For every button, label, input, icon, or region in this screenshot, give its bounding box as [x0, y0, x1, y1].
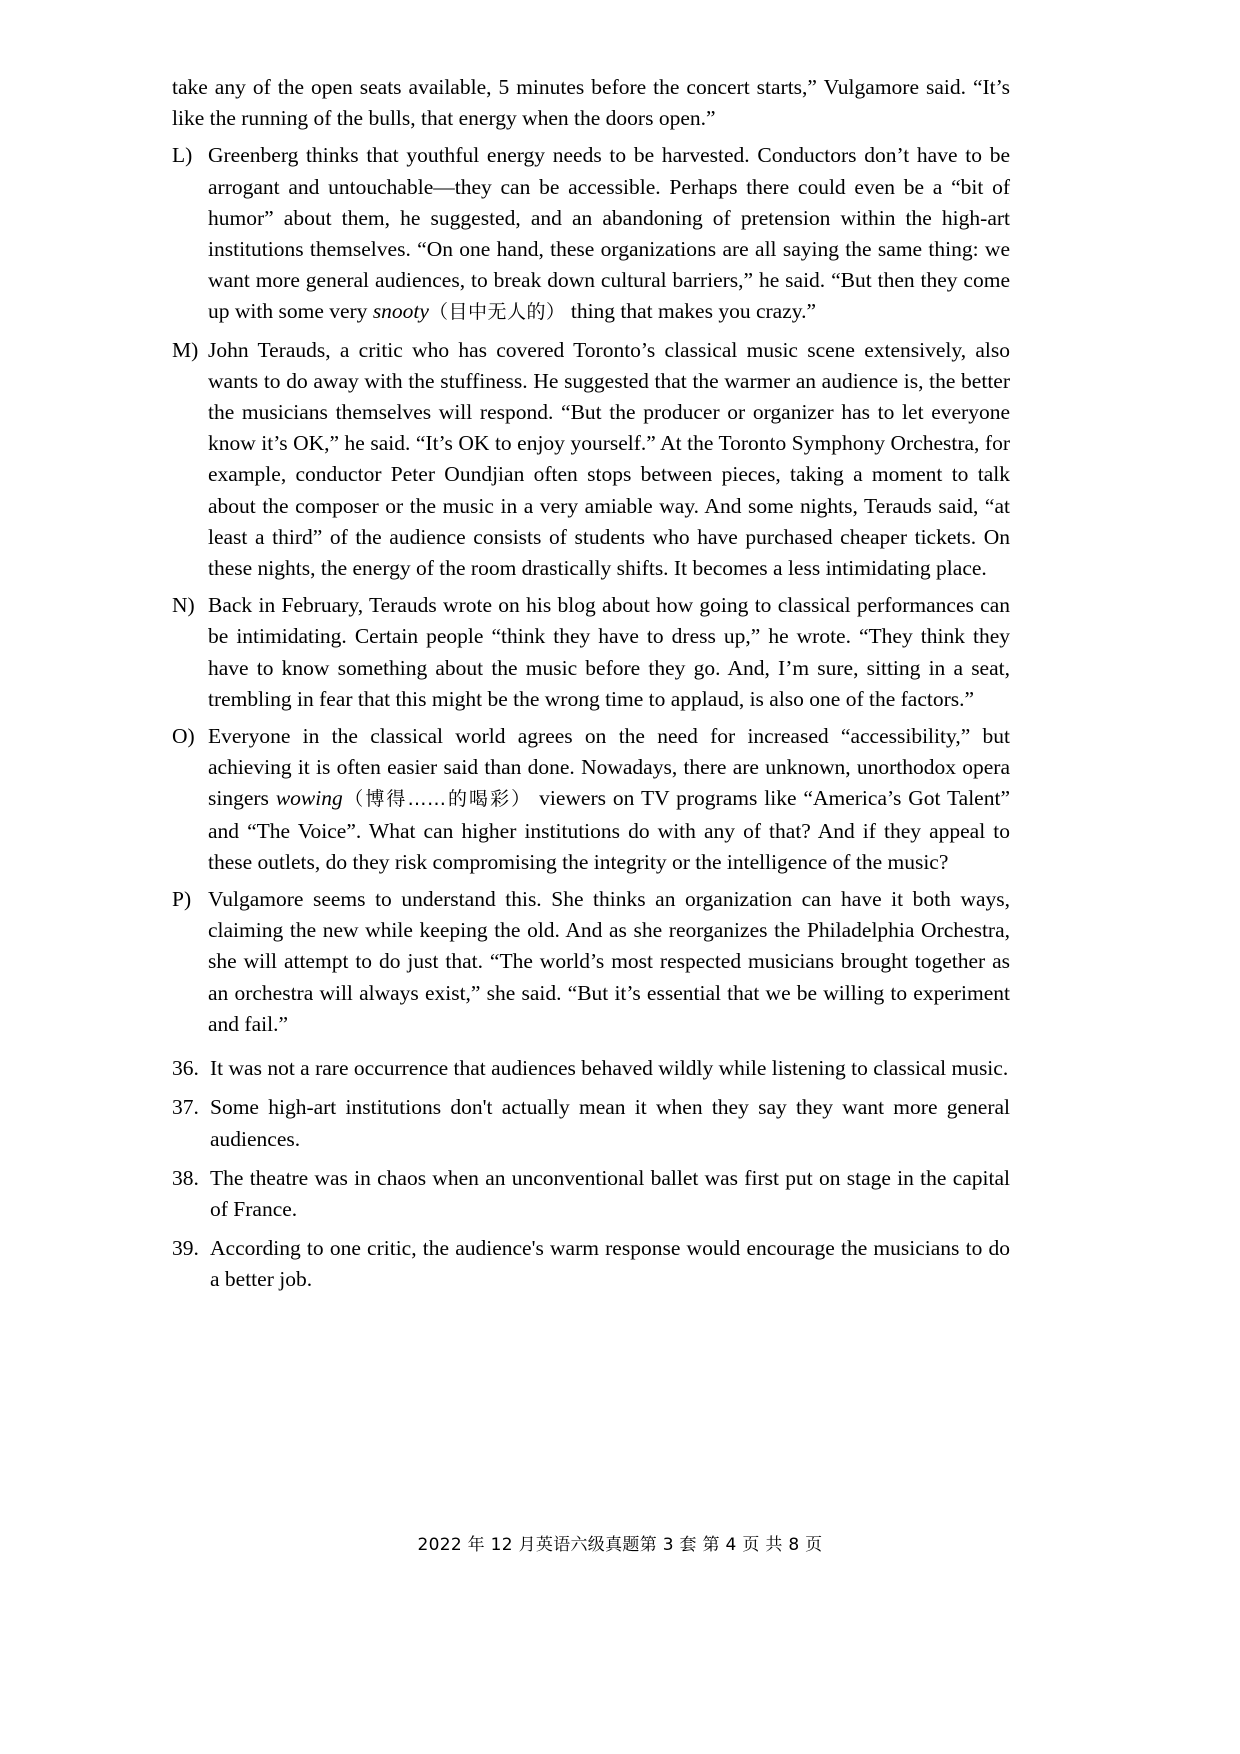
page-footer: 2022 年 12 月英语六级真题第 3 套 第 4 页 共 8 页: [417, 1535, 823, 1555]
paragraph-O-text: [208, 721, 1010, 878]
question-39-number: 39.: [172, 1236, 199, 1261]
paragraph-L-gloss-english: snooty: [372, 299, 429, 324]
paragraph-M-text: John Terauds, a critic who has covered Toronto’s classical music scene extensively, also wants to do away with the stuffiness. He suggested that the warmer an audience is, the better the musicians themselves will respond. “But the producer or organizer has to let everyone know it’s OK,” he said. “It’s OK to enjoy yourself.” At the Toronto Symphony Orchestra, for example, conductor Peter Oundjian often stops between pieces, taking a moment to talk about the composer or the music in a very amiable way. And some nights, Terauds said, “at least a third” of the audience consists of students who have purchased cheaper tickets. On these nights, the energy of the room drastically shifts. It becomes a less intimidating place.: [208, 337, 1010, 581]
question-36-text: It was not a rare occurrence that audiences behaved wildly while listening to classical music.: [210, 1056, 1009, 1081]
text-column: [172, 72, 1010, 1296]
paragraph-P-marker: P): [172, 887, 192, 912]
question-37-text: Some high-art institutions don't actually mean it when they say they want more general audiences.: [210, 1095, 1010, 1151]
question-38-text: The theatre was in chaos when an unconventional ballet was first put on stage in the capital of France.: [210, 1165, 1010, 1221]
paragraph-O-text-part2: viewers on TV programs like “America’s Got Talent” and “The Voice”. What can higher institutions do with any of that? And if they appeal to these outlets, do they risk compromising the integrity or the intelligence of the music?: [208, 786, 1010, 874]
paragraph-M-marker: M): [172, 337, 199, 362]
paragraph-O-marker: O): [172, 724, 195, 749]
paragraph-O-gloss-english: wowing: [275, 786, 343, 811]
paragraph-O: [172, 721, 1010, 878]
paragraph-continued-text: take any of the open seats available, 5 minutes before the concert starts,” Vulgamore said. “It’s like the running of the bulls, that energy when the doors open.”: [172, 75, 1010, 131]
paragraph-L-text: [208, 140, 1010, 328]
paragraph-O-gloss-chinese: （博得……的喝彩）: [342, 788, 533, 811]
paragraph-N-marker: N): [172, 593, 195, 618]
paragraph-P: [172, 884, 1010, 1040]
paragraph-L-text-part2: thing that makes you crazy.”: [565, 299, 817, 324]
paragraph-L-gloss-chinese: （目中无人的）: [428, 301, 566, 324]
paragraph-O-text-part1: Everyone in the classical world agrees on the need for increased “accessibility,” but achieving it is often easier said than done. Nowadays, there are unknown, unorthodox opera singers: [208, 724, 1010, 811]
question-38-number: 38.: [172, 1165, 199, 1190]
paragraph-continued: [172, 72, 1010, 134]
question-37: [172, 1092, 1010, 1154]
paragraph-L-text-part1: Greenberg thinks that youthful energy needs to be harvested. Conductors don’t have to be arrogant and untouchable—they can be accessible. Perhaps there could even be a “bit of humor” about them, he suggested, and an abandoning of pretension within the high-art institutions themselves. “On one hand, these organizations are all saying the same thing: we want more general audiences, to break down cultural barriers,” he said. “But then they come up with some very: [208, 143, 1010, 324]
question-37-number: 37.: [172, 1095, 199, 1120]
paragraph-N: [172, 590, 1010, 715]
questions-spacer: [172, 1046, 1010, 1053]
question-36: [172, 1053, 1010, 1084]
paragraph-L: [172, 140, 1010, 328]
question-39-text: According to one critic, the audience's warm response would encourage the musicians to do a better job.: [210, 1236, 1010, 1292]
paragraph-N-text: Back in February, Terauds wrote on his blog about how going to classical performances can be intimidating. Certain people “think they have to dress up,” he wrote. “They think they have to know something about the music before they go. And, I’m sure, sitting in a seat, trembling in fear that this might be the wrong time to applaud, is also one of the factors.”: [208, 593, 1010, 711]
paragraph-P-text: Vulgamore seems to understand this. She thinks an organization can have it both ways, claiming the new while keeping the old. And as she reorganizes the Philadelphia Orchestra, she will attempt to do just that. “The world’s most respected musicians brought together as an orchestra will always exist,” she said. “But it’s essential that we be willing to experiment and fail.”: [208, 887, 1010, 1036]
paragraph-L-marker: L): [172, 143, 193, 168]
question-36-number: 36.: [172, 1056, 199, 1081]
question-39: [172, 1233, 1010, 1295]
paragraph-M: [172, 335, 1010, 585]
question-38: [172, 1163, 1010, 1225]
